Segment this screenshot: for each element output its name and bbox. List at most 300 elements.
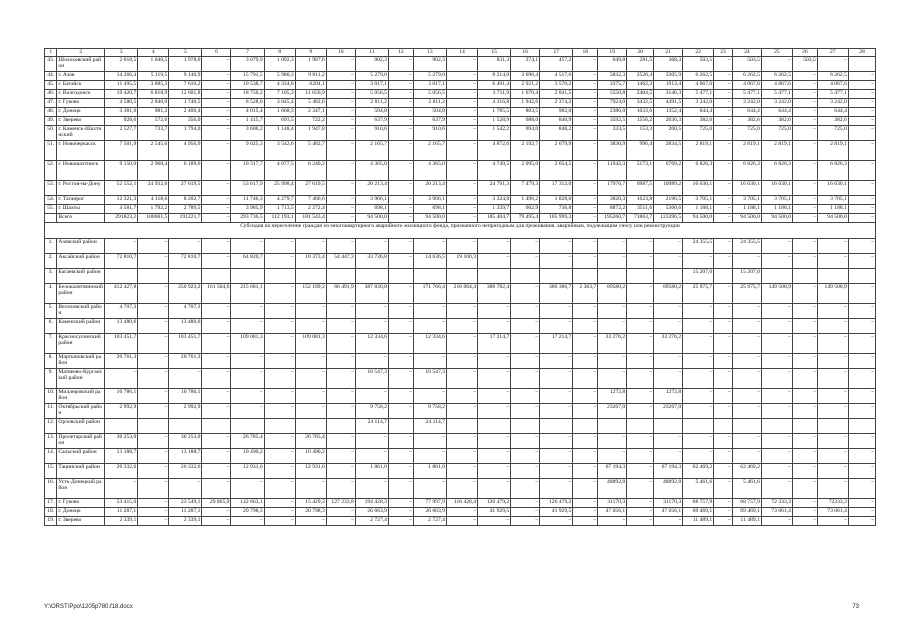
value-cell: 644,4 bbox=[683, 108, 714, 117]
value-cell: 4 365,0 bbox=[355, 161, 388, 181]
column-number-cell: 27 bbox=[817, 49, 848, 57]
value-cell: 1 785,5 bbox=[478, 108, 511, 117]
table-row bbox=[45, 99, 876, 108]
value-cell: 94 500,0 bbox=[761, 214, 792, 223]
municipality-name-cell: Азовский район bbox=[57, 239, 105, 254]
value-cell: – bbox=[792, 205, 817, 214]
value-cell: – bbox=[231, 404, 264, 419]
value-cell: – bbox=[326, 108, 355, 117]
value-cell: – bbox=[848, 354, 875, 369]
value-cell: 2 095,0 bbox=[511, 161, 540, 181]
value-cell: 12 334,6 bbox=[413, 334, 446, 354]
value-cell: 3 242,0 bbox=[761, 99, 792, 108]
table-row bbox=[45, 508, 876, 517]
value-cell: – bbox=[761, 57, 792, 72]
value-cell: 12 601,8 bbox=[169, 90, 202, 99]
value-cell bbox=[654, 419, 683, 434]
value-cell: – bbox=[792, 181, 817, 196]
value-cell: 688,0 bbox=[511, 117, 540, 126]
value-cell: 2 041,5 bbox=[540, 90, 573, 99]
value-cell: – bbox=[598, 517, 627, 526]
value-cell: 1 148,4 bbox=[264, 126, 295, 141]
value-cell: 2036,3 bbox=[654, 117, 683, 126]
value-cell: 8 214,0 bbox=[478, 72, 511, 81]
table-row bbox=[45, 499, 876, 508]
municipality-name-cell: Мартыновский район bbox=[57, 354, 105, 369]
value-cell: – bbox=[388, 57, 413, 72]
value-cell: – bbox=[413, 389, 446, 404]
table-row bbox=[45, 239, 876, 254]
value-cell: – bbox=[714, 434, 733, 449]
value-cell: 5 056,5 bbox=[413, 90, 446, 99]
value-cell: 25 975,7 bbox=[683, 284, 714, 304]
value-cell: – bbox=[264, 334, 295, 354]
value-cell: 54 447,3 bbox=[326, 254, 355, 269]
value-cell: 5 279,0 bbox=[355, 72, 388, 81]
value-cell: – bbox=[264, 508, 295, 517]
value-cell: – bbox=[848, 369, 875, 389]
value-cell: – bbox=[683, 254, 714, 269]
value-cell: – bbox=[732, 434, 761, 449]
value-cell: – bbox=[295, 389, 326, 404]
value-cell: 26 663,9 bbox=[413, 508, 446, 517]
value-cell: – bbox=[202, 517, 231, 526]
value-cell: – bbox=[446, 90, 477, 99]
value-cell: – bbox=[573, 369, 598, 389]
municipality-name-cell: г. Волгодонск bbox=[57, 90, 105, 99]
value-cell: 4 067,6 bbox=[732, 81, 761, 90]
value-cell bbox=[792, 269, 817, 284]
row-number-cell: 1. bbox=[45, 239, 57, 254]
value-cell: – bbox=[654, 517, 683, 526]
column-number-cell: 28 bbox=[848, 49, 875, 57]
value-cell: 3 242,0 bbox=[817, 99, 848, 108]
value-cell: 2 654,5 bbox=[540, 161, 573, 181]
value-cell: 831,3 bbox=[478, 57, 511, 72]
value-cell: – bbox=[627, 354, 654, 369]
value-cell: – bbox=[848, 434, 875, 449]
value-cell: – bbox=[446, 214, 477, 223]
value-cell: – bbox=[714, 449, 733, 464]
value-cell: 2 339,1 bbox=[169, 517, 202, 526]
column-number-cell: 17 bbox=[540, 49, 573, 57]
value-cell: – bbox=[388, 214, 413, 223]
value-cell: 1 188,1 bbox=[683, 205, 714, 214]
value-cell: – bbox=[732, 389, 761, 404]
value-cell: 8 528,0 bbox=[231, 99, 264, 108]
value-cell: – bbox=[231, 369, 264, 389]
value-cell: – bbox=[848, 508, 875, 517]
value-cell: 1 188,1 bbox=[761, 205, 792, 214]
column-number-cell: 21 bbox=[654, 49, 683, 57]
value-cell: 725,0 bbox=[761, 126, 792, 141]
value-cell: – bbox=[540, 239, 573, 254]
value-cell bbox=[446, 269, 477, 284]
value-cell: – bbox=[511, 389, 540, 404]
value-cell: 5 482,7 bbox=[295, 141, 326, 161]
value-cell: 6 491,4 bbox=[478, 81, 511, 90]
value-cell: 504,8 bbox=[413, 108, 446, 117]
value-cell: 41 929,5 bbox=[478, 508, 511, 517]
value-cell bbox=[295, 419, 326, 434]
value-cell: 3432,5 bbox=[627, 99, 654, 108]
value-cell bbox=[202, 269, 231, 284]
value-cell: – bbox=[388, 99, 413, 108]
value-cell: 23267,0 bbox=[654, 404, 683, 419]
row-number-cell: 5. bbox=[45, 304, 57, 319]
value-cell: 2834,5 bbox=[654, 141, 683, 161]
value-cell: – bbox=[511, 449, 540, 464]
value-cell: 7 501,9 bbox=[105, 141, 138, 161]
value-cell: – bbox=[627, 449, 654, 464]
column-number-cell: 19 bbox=[598, 49, 627, 57]
value-cell: – bbox=[295, 239, 326, 254]
value-cell: 127 233,8 bbox=[326, 499, 355, 508]
value-cell: – bbox=[446, 479, 477, 499]
value-cell: 26 663,9 bbox=[355, 508, 388, 517]
table-row bbox=[45, 57, 876, 72]
value-cell: 10 373,4 bbox=[295, 254, 326, 269]
value-cell: 1623,8 bbox=[627, 196, 654, 205]
value-cell: 9 758,2 bbox=[413, 404, 446, 419]
value-cell: 16 630,1 bbox=[817, 181, 848, 196]
value-cell: 2 383,7 bbox=[573, 284, 598, 304]
value-cell: – bbox=[202, 196, 231, 205]
column-number-cell: 11 bbox=[355, 49, 388, 57]
value-cell: 1556,2 bbox=[627, 117, 654, 126]
value-cell: – bbox=[202, 434, 231, 449]
value-cell: 20 798,3 bbox=[295, 508, 326, 517]
value-cell: – bbox=[817, 479, 848, 499]
value-cell bbox=[264, 269, 295, 284]
value-cell: – bbox=[326, 205, 355, 214]
value-cell: – bbox=[295, 319, 326, 334]
table-row bbox=[45, 214, 876, 223]
value-cell: – bbox=[848, 117, 875, 126]
value-cell: – bbox=[326, 181, 355, 196]
value-cell: 910,6 bbox=[413, 126, 446, 141]
value-cell: – bbox=[446, 508, 477, 517]
value-cell: – bbox=[792, 434, 817, 449]
value-cell: 291823,2 bbox=[105, 214, 138, 223]
municipality-name-cell: г. Батайск bbox=[57, 81, 105, 90]
value-cell: – bbox=[848, 214, 875, 223]
value-cell: – bbox=[848, 196, 875, 205]
value-cell: 644,4 bbox=[732, 108, 761, 117]
row-number-cell: 45. bbox=[45, 81, 57, 90]
value-cell: – bbox=[573, 389, 598, 404]
value-cell: – bbox=[817, 404, 848, 419]
value-cell: – bbox=[714, 389, 733, 404]
value-cell: – bbox=[388, 90, 413, 99]
value-cell: – bbox=[202, 205, 231, 214]
value-cell bbox=[478, 419, 511, 434]
value-cell: – bbox=[355, 319, 388, 334]
value-cell: – bbox=[413, 479, 446, 499]
value-cell: – bbox=[683, 434, 714, 449]
table-row bbox=[45, 434, 876, 449]
value-cell: 4 334,6 bbox=[264, 81, 295, 90]
value-cell: 11 489,1 bbox=[683, 517, 714, 526]
value-cell: – bbox=[264, 404, 295, 419]
row-number-cell: 51. bbox=[45, 141, 57, 161]
column-number-cell: 23 bbox=[714, 49, 733, 57]
value-cell: – bbox=[732, 334, 761, 354]
value-cell: 4 707,3 bbox=[105, 304, 138, 319]
value-cell: 16 630,1 bbox=[683, 181, 714, 196]
value-cell: 26 332,6 bbox=[169, 464, 202, 479]
value-cell: – bbox=[573, 196, 598, 205]
value-cell: – bbox=[202, 99, 231, 108]
page-number: 73 bbox=[852, 604, 859, 610]
value-cell: – bbox=[295, 304, 326, 319]
value-cell: – bbox=[627, 479, 654, 499]
value-cell: 3 705,1 bbox=[761, 196, 792, 205]
value-cell: – bbox=[326, 90, 355, 99]
value-cell: – bbox=[792, 141, 817, 161]
table-row bbox=[45, 196, 876, 205]
value-cell: 981,2 bbox=[138, 108, 169, 117]
value-cell: 194 428,3 bbox=[355, 499, 388, 508]
value-cell: – bbox=[792, 214, 817, 223]
value-cell: – bbox=[326, 57, 355, 72]
column-number-cell: 9 bbox=[295, 49, 326, 57]
municipality-name-cell: Усть-Донецкий район bbox=[57, 479, 105, 499]
value-cell: 27 619,5 bbox=[295, 181, 326, 196]
value-cell: 15 791,5 bbox=[231, 72, 264, 81]
value-cell: 698,1 bbox=[413, 205, 446, 214]
value-cell: – bbox=[511, 334, 540, 354]
value-cell bbox=[848, 269, 875, 284]
column-number-cell: 1 bbox=[45, 49, 57, 57]
value-cell: 382,6 bbox=[817, 117, 848, 126]
value-cell: 2 921,2 bbox=[511, 81, 540, 90]
row-number-cell: 46. bbox=[45, 90, 57, 99]
value-cell: 6 826,3 bbox=[683, 161, 714, 181]
value-cell: 8872,2 bbox=[598, 205, 627, 214]
value-cell: – bbox=[202, 464, 231, 479]
value-cell: – bbox=[388, 239, 413, 254]
value-cell: 902,3 bbox=[413, 57, 446, 72]
value-cell: 30 253,0 bbox=[169, 434, 202, 449]
value-cell: – bbox=[848, 181, 875, 196]
value-cell: 15 429,3 bbox=[295, 499, 326, 508]
value-cell: 10 786,1 bbox=[105, 389, 138, 404]
value-cell: 200,5 bbox=[654, 126, 683, 141]
value-cell bbox=[478, 269, 511, 284]
value-cell: 2 811,2 bbox=[413, 99, 446, 108]
value-cell: 13 480,6 bbox=[169, 319, 202, 334]
value-cell: – bbox=[478, 319, 511, 334]
row-number-cell: 54. bbox=[45, 196, 57, 205]
value-cell: 374,1 bbox=[511, 57, 540, 72]
value-cell: – bbox=[326, 389, 355, 404]
value-cell: 2 679,9 bbox=[540, 141, 573, 161]
value-cell bbox=[231, 269, 264, 284]
value-cell: – bbox=[573, 161, 598, 181]
value-cell: 2 960,4 bbox=[138, 161, 169, 181]
value-cell: 2 789,5 bbox=[169, 205, 202, 214]
value-cell: 2 374,2 bbox=[540, 99, 573, 108]
value-cell: – bbox=[202, 81, 231, 90]
value-cell bbox=[446, 419, 477, 434]
value-cell: 5550,8 bbox=[598, 90, 627, 99]
value-cell: – bbox=[732, 254, 761, 269]
value-cell: – bbox=[848, 284, 875, 304]
value-cell: – bbox=[714, 508, 733, 517]
value-cell: – bbox=[714, 479, 733, 499]
value-cell: – bbox=[202, 181, 231, 196]
value-cell: 725,0 bbox=[732, 126, 761, 141]
value-cell: 6204,1 bbox=[295, 81, 326, 90]
value-cell: – bbox=[573, 508, 598, 517]
value-cell: 6769,2 bbox=[654, 161, 683, 181]
value-cell: – bbox=[714, 404, 733, 419]
value-cell: – bbox=[732, 304, 761, 319]
value-cell: – bbox=[388, 434, 413, 449]
value-cell: – bbox=[446, 205, 477, 214]
value-cell: 902,3 bbox=[355, 57, 388, 72]
value-cell: – bbox=[540, 389, 573, 404]
value-cell: 2 819,1 bbox=[732, 141, 761, 161]
value-cell: 16 630,1 bbox=[732, 181, 761, 196]
value-cell: – bbox=[388, 72, 413, 81]
value-cell: 2 819,1 bbox=[761, 141, 792, 161]
municipality-name-cell: г. Донецк bbox=[57, 108, 105, 117]
value-cell: – bbox=[388, 81, 413, 90]
value-cell: – bbox=[848, 108, 875, 117]
value-cell: – bbox=[264, 499, 295, 508]
value-cell: – bbox=[511, 254, 540, 269]
value-cell: 4 365,0 bbox=[413, 161, 446, 181]
value-cell: 3 711,9 bbox=[478, 90, 511, 99]
row-number-cell: 18. bbox=[45, 508, 57, 517]
table-row bbox=[45, 161, 876, 181]
value-cell: 1913,4 bbox=[654, 81, 683, 90]
value-cell: – bbox=[848, 449, 875, 464]
value-cell: 77 997,9 bbox=[413, 499, 446, 508]
value-cell: – bbox=[202, 90, 231, 99]
municipality-name-cell: Октябрьский район bbox=[57, 404, 105, 419]
value-cell: – bbox=[478, 464, 511, 479]
value-cell: – bbox=[540, 254, 573, 269]
value-cell bbox=[573, 269, 598, 284]
value-cell: 1 668,3 bbox=[264, 108, 295, 117]
column-number-cell: 15 bbox=[478, 49, 511, 57]
value-cell: – bbox=[202, 369, 231, 389]
value-cell: 26 332,6 bbox=[105, 464, 138, 479]
value-cell: – bbox=[540, 434, 573, 449]
value-cell: 386 386,7 bbox=[540, 284, 573, 304]
value-cell: 3 242,0 bbox=[683, 99, 714, 108]
value-cell: 3375,7 bbox=[598, 81, 627, 90]
value-cell: – bbox=[761, 369, 792, 389]
value-cell: – bbox=[413, 354, 446, 369]
municipality-name-cell: г. Таганрог bbox=[57, 196, 105, 205]
value-cell: 11942,3 bbox=[598, 161, 627, 181]
value-cell: – bbox=[598, 369, 627, 389]
value-cell: – bbox=[627, 508, 654, 517]
value-cell: – bbox=[202, 334, 231, 354]
value-cell: – bbox=[598, 319, 627, 334]
value-cell bbox=[105, 269, 138, 284]
column-number-cell: 24 bbox=[732, 49, 761, 57]
budget-table bbox=[44, 48, 876, 526]
value-cell: – bbox=[714, 239, 733, 254]
value-cell: 10 538,7 bbox=[231, 81, 264, 90]
table-row bbox=[45, 141, 876, 161]
value-cell: 736,8 bbox=[540, 205, 573, 214]
value-cell: – bbox=[326, 72, 355, 81]
value-cell: 6 240,2 bbox=[295, 161, 326, 181]
value-cell: 7 479,3 bbox=[511, 181, 540, 196]
value-cell: – bbox=[388, 254, 413, 269]
value-cell: 112 193,1 bbox=[264, 214, 295, 223]
value-cell: – bbox=[573, 99, 598, 108]
value-cell: 457,2 bbox=[540, 57, 573, 72]
value-cell: – bbox=[264, 319, 295, 334]
value-cell: 29 865,9 bbox=[202, 499, 231, 508]
value-cell: 4 077,5 bbox=[264, 161, 295, 181]
value-cell: 6 189,6 bbox=[169, 161, 202, 181]
value-cell: – bbox=[326, 434, 355, 449]
value-cell: – bbox=[446, 354, 477, 369]
value-cell: 848,2 bbox=[540, 126, 573, 141]
value-cell: – bbox=[413, 239, 446, 254]
value-cell: 17 214,7 bbox=[478, 334, 511, 354]
column-number-cell: 26 bbox=[792, 49, 817, 57]
value-cell: 4 015,4 bbox=[231, 108, 264, 117]
value-cell: 26 785,4 bbox=[231, 434, 264, 449]
table-row bbox=[45, 269, 876, 284]
row-number-cell: 52. bbox=[45, 161, 57, 181]
value-cell: – bbox=[446, 196, 477, 205]
value-cell: 12 931,6 bbox=[295, 464, 326, 479]
value-cell: 53 617,9 bbox=[231, 181, 264, 196]
value-cell: – bbox=[231, 239, 264, 254]
value-cell: – bbox=[388, 389, 413, 404]
value-cell: 2 018,5 bbox=[105, 57, 138, 72]
value-cell bbox=[540, 419, 573, 434]
value-cell: – bbox=[761, 434, 792, 449]
value-cell: – bbox=[355, 304, 388, 319]
value-cell: 725,0 bbox=[683, 126, 714, 141]
value-cell: 3146,3 bbox=[654, 90, 683, 99]
column-number-cell: 4 bbox=[138, 49, 169, 57]
value-cell: 5 477,1 bbox=[761, 90, 792, 99]
value-cell: – bbox=[732, 354, 761, 369]
value-cell: – bbox=[573, 72, 598, 81]
value-cell: – bbox=[627, 404, 654, 419]
value-cell bbox=[792, 419, 817, 434]
value-cell: 67 194,3 bbox=[598, 464, 627, 479]
value-cell: 503,5 bbox=[683, 57, 714, 72]
value-cell: 2 527,7 bbox=[105, 126, 138, 141]
column-number-cell: 25 bbox=[761, 49, 792, 57]
value-cell: 4 279,7 bbox=[264, 196, 295, 205]
value-cell: – bbox=[388, 508, 413, 517]
value-cell: – bbox=[654, 449, 683, 464]
value-cell: – bbox=[446, 99, 477, 108]
value-cell: 4 581,7 bbox=[105, 205, 138, 214]
value-cell: – bbox=[202, 389, 231, 404]
value-cell: – bbox=[654, 254, 683, 269]
value-cell: 1462,3 bbox=[627, 81, 654, 90]
value-cell: 5173,1 bbox=[627, 161, 654, 181]
value-cell: – bbox=[478, 254, 511, 269]
value-cell: 94 500,0 bbox=[817, 214, 848, 223]
value-cell: – bbox=[792, 499, 817, 508]
